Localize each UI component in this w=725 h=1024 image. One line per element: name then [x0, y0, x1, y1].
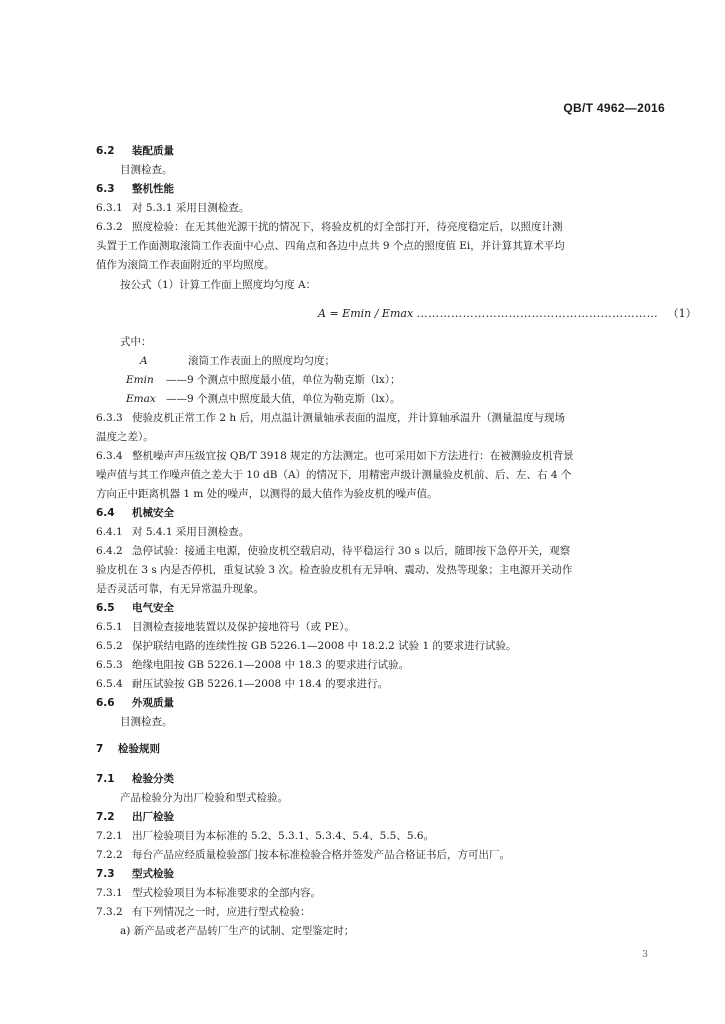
page-number: 3: [642, 950, 648, 960]
section-number: 6.2: [96, 145, 115, 157]
definition-symbol: Emin: [126, 374, 154, 386]
clause-number: 7.2.1: [96, 830, 123, 842]
paragraph-line: 产品检验分为出厂检验和型式检验。: [120, 792, 288, 804]
definition-text: ——9 个测点中照度最小值，单位为勒克斯（lx）；: [166, 374, 401, 386]
clause-text: 出厂检验项目为本标准的 5.2、5.3.1、5.3.4、5.4、5.5、5.6。: [132, 830, 435, 842]
equation-number: （1）: [667, 307, 697, 320]
clause-text: 型式检验项目为本标准要求的全部内容。: [132, 887, 321, 899]
formula-rhs: = Emin / Emax: [329, 307, 414, 320]
clause-text: 照度检验：在无其他光源干扰的情况下，将验皮机的灯全部打开，待亮度稳定后，以照度计测: [132, 221, 563, 233]
section-number: 7.3: [96, 868, 115, 880]
clause-text: 绝缘电阻按 GB 5226.1—2008 中 18.3 的要求进行试验。: [132, 659, 410, 671]
clause-line: [96, 905, 311, 919]
clause-text: 使验皮机正常工作 2 h 后，用点温计测量轴承表面的温度，并计算轴承温升（测量温度与现场: [132, 412, 565, 424]
clause-text: 对 5.4.1 采用目测检查。: [132, 526, 250, 538]
formula-leader-dots: ………………………………………………………: [416, 307, 659, 320]
definition-text: 滚筒工作表面上的照度均匀度；: [188, 355, 335, 367]
section-title: 检验分类: [132, 773, 174, 785]
clause-line: [96, 848, 510, 862]
section-number: 7.1: [96, 773, 115, 785]
definition-symbol: Emax: [126, 393, 156, 405]
section-heading: [96, 182, 174, 196]
paragraph-line: 温度之差）。: [96, 431, 154, 443]
clause-line: [96, 658, 409, 672]
definition-text: ——9 个测点中照度最大值，单位为勒克斯（lx）。: [166, 393, 401, 405]
section-heading: [96, 144, 174, 158]
section-title: 出厂检验: [132, 811, 174, 823]
formula-lhs: A: [318, 307, 326, 320]
paragraph-line: 按公式（1）计算工作面上照度均匀度 A：: [120, 279, 317, 291]
clause-line: [96, 829, 434, 843]
clause-line: [96, 525, 249, 539]
paragraph-line: 目测检查。: [120, 164, 173, 176]
clause-number: 6.3.2: [96, 221, 123, 233]
clause-number: 7.2.2: [96, 849, 123, 861]
clause-line: [96, 677, 388, 691]
list-item: a) 新产品或老产品转厂生产的试制、定型鉴定时；: [120, 925, 355, 937]
section-heading: [96, 601, 174, 615]
definition-symbol: A: [140, 355, 148, 367]
section-title: 外观质量: [132, 697, 174, 709]
chapter-heading: [96, 742, 160, 756]
clause-line: [96, 220, 563, 234]
paragraph-line: 头置于工作面测取滚筒工作表面中心点、四角点和各边中点共 9 个点的照度值 Ei，并计算其算术平均: [96, 240, 565, 252]
section-number: 6.5: [96, 602, 115, 614]
paragraph-line: 目测检查。: [120, 716, 173, 728]
section-title: 机械安全: [132, 507, 174, 519]
clause-number: 6.5.3: [96, 659, 123, 671]
clause-line: [96, 886, 321, 900]
clause-line: [96, 620, 355, 634]
clause-number: 6.5.4: [96, 678, 123, 690]
clause-text: 每台产品应经质量检验部门按本标准检验合格并签发产品合格证书后，方可出厂。: [132, 849, 510, 861]
section-heading: [96, 772, 174, 786]
paragraph-line: 噪声值与其工作噪声值之差大于 10 dB（A）的情况下，用精密声级计测量验皮机前、后、左、右 4 个: [96, 469, 572, 481]
clause-text: 目测检查接地装置以及保护接地符号（或 PE）。: [132, 621, 355, 633]
clause-number: 6.3.4: [96, 450, 123, 462]
clause-number: 6.3.1: [96, 202, 123, 214]
section-number: 6.6: [96, 697, 115, 709]
chapter-title: 检验规则: [118, 743, 160, 755]
clause-number: 7.3.1: [96, 887, 123, 899]
clause-text: 对 5.3.1 采用目测检查。: [132, 202, 250, 214]
section-heading: [96, 506, 174, 520]
clause-line: [96, 544, 570, 558]
section-title: 整机性能: [132, 183, 174, 195]
paragraph-line: 值作为滚筒工作表面附近的平均照度。: [96, 259, 275, 271]
paragraph-line: 是否灵活可靠，有无异常温升现象。: [96, 583, 264, 595]
clause-text: 耐压试验按 GB 5226.1—2008 中 18.4 的要求进行。: [132, 678, 389, 690]
section-number: 6.3: [96, 183, 115, 195]
clause-line: [96, 411, 565, 425]
section-heading: [96, 867, 174, 881]
paragraph-line: 验皮机在 3 s 内是否停机，重复试验 3 次。检查验皮机有无异响、震动、发热等现象；主电源开关动作: [96, 564, 573, 576]
paragraph-line: 式中：: [120, 336, 152, 348]
clause-number: 6.5.1: [96, 621, 123, 633]
clause-text: 整机噪声声压级宜按 QB/T 3918 规定的方法测定。也可采用如下方法进行：在被测验皮机背景: [132, 450, 574, 462]
clause-line: [96, 639, 517, 653]
chapter-number: 7: [96, 743, 104, 755]
clause-number: 7.3.2: [96, 906, 123, 918]
section-number: 7.2: [96, 811, 115, 823]
clause-number: 6.4.1: [96, 526, 123, 538]
definition-line: [126, 392, 401, 406]
clause-text: 保护联结电路的连续性按 GB 5226.1—2008 中 18.2.2 试验 1 的要求进行试验。: [132, 640, 517, 652]
clause-number: 6.5.2: [96, 640, 123, 652]
clause-number: 6.3.3: [96, 412, 123, 424]
clause-line: [96, 201, 249, 215]
section-heading: [96, 696, 174, 710]
section-title: 型式检验: [132, 868, 174, 880]
section-heading: [96, 810, 174, 824]
clause-number: 6.4.2: [96, 545, 123, 557]
definition-line: [140, 354, 335, 368]
section-title: 电气安全: [132, 602, 174, 614]
section-title: 装配质量: [132, 145, 174, 157]
clause-text: 急停试验：接通主电源，使验皮机空载启动，待平稳运行 30 s 以后，随即按下急停开关，观察: [132, 545, 571, 557]
definition-line: [126, 373, 401, 387]
standard-code-header: QB/T 4962—2016: [563, 101, 665, 115]
clause-text: 有下列情况之一时，应进行型式检验：: [132, 906, 311, 918]
paragraph-line: 方向正中距离机器 1 m 处的噪声，以测得的最大值作为验皮机的噪声值。: [96, 488, 438, 500]
uniformity-formula: [318, 305, 697, 321]
clause-line: [96, 449, 574, 463]
section-number: 6.4: [96, 507, 115, 519]
